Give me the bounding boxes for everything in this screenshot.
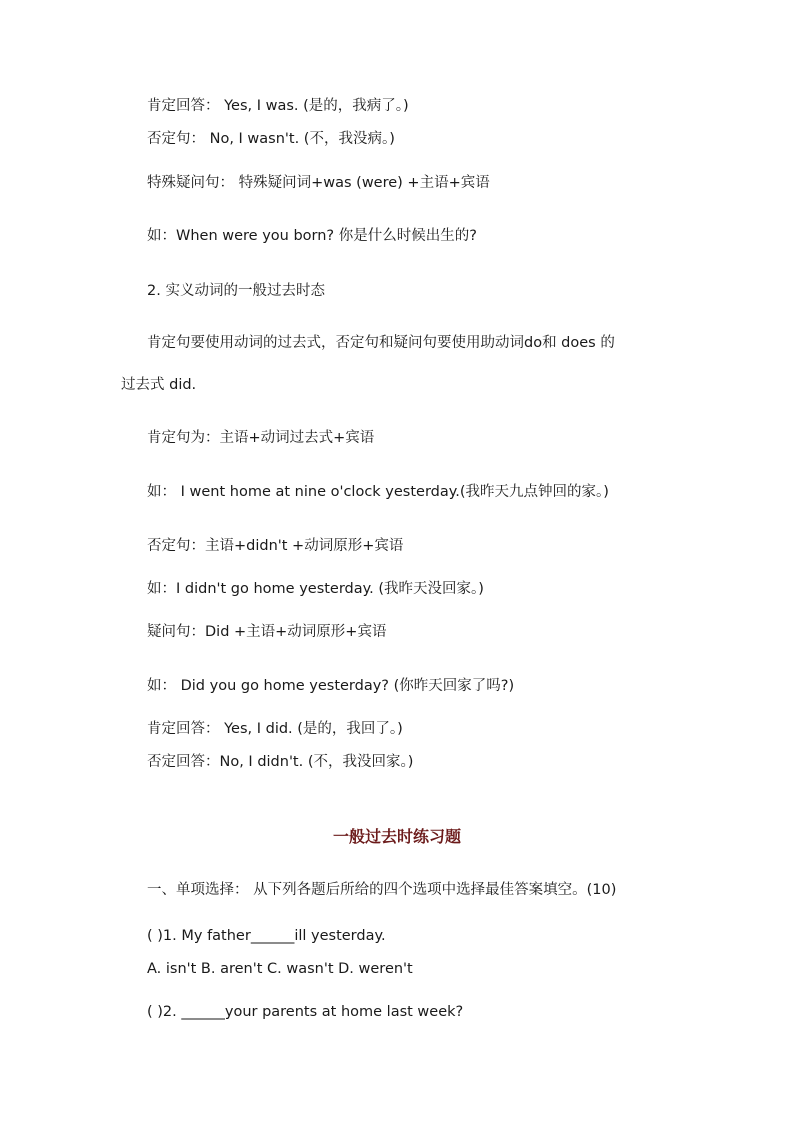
example-when-born: 如：When were you born? 你是什么时候出生的? <box>147 228 477 244</box>
question-1-options: A. isn't B. aren't C. wasn't D. weren't <box>147 961 413 977</box>
question-1: ( )1. My father______ill yesterday. <box>147 928 386 944</box>
section-2-intro-line1: 肯定句要使用动词的过去式，否定句和疑问句要使用助动词do和 does 的 <box>147 335 615 351</box>
question-rule: 疑问句：Did +主语+动词原形+宾语 <box>147 624 387 640</box>
negative-rule: 否定句：主语+didn't +动词原形+宾语 <box>147 538 404 554</box>
exercise-title: 一般过去时练习题 <box>332 827 461 846</box>
example-didnt-go: 如：I didn't go home yesterday. (我昨天没回家。) <box>147 581 484 597</box>
section-2-intro-line2: 过去式 did. <box>121 377 197 393</box>
question-2: ( )2. ______your parents at home last week? <box>147 1004 464 1020</box>
affirmative-answer-was: 肯定回答： Yes, I was. (是的，我病了。) <box>147 98 409 114</box>
example-went-home: 如： I went home at nine o'clock yesterday.(我昨天九点钟回的家。) <box>147 484 609 500</box>
example-did-you-go: 如： Did you go home yesterday? (你昨天回家了吗?) <box>147 678 515 694</box>
exercise-instructions: 一、单项选择： 从下列各题后所给的四个选项中选择最佳答案填空。(10) <box>147 882 617 898</box>
negative-answer-didnt: 否定回答：No, I didn't. (不，我没回家。) <box>147 754 414 770</box>
affirmative-answer-did: 肯定回答： Yes, I did. (是的，我回了。) <box>147 721 403 737</box>
negative-sentence-wasnt: 否定句： No, I wasn't. (不，我没病。) <box>147 131 395 147</box>
section-2-heading: 2. 实义动词的一般过去时态 <box>147 283 325 299</box>
affirmative-rule: 肯定句为：主语+动词过去式+宾语 <box>147 430 375 446</box>
special-question-rule: 特殊疑问句： 特殊疑问词+was (were) +主语+宾语 <box>147 175 490 191</box>
